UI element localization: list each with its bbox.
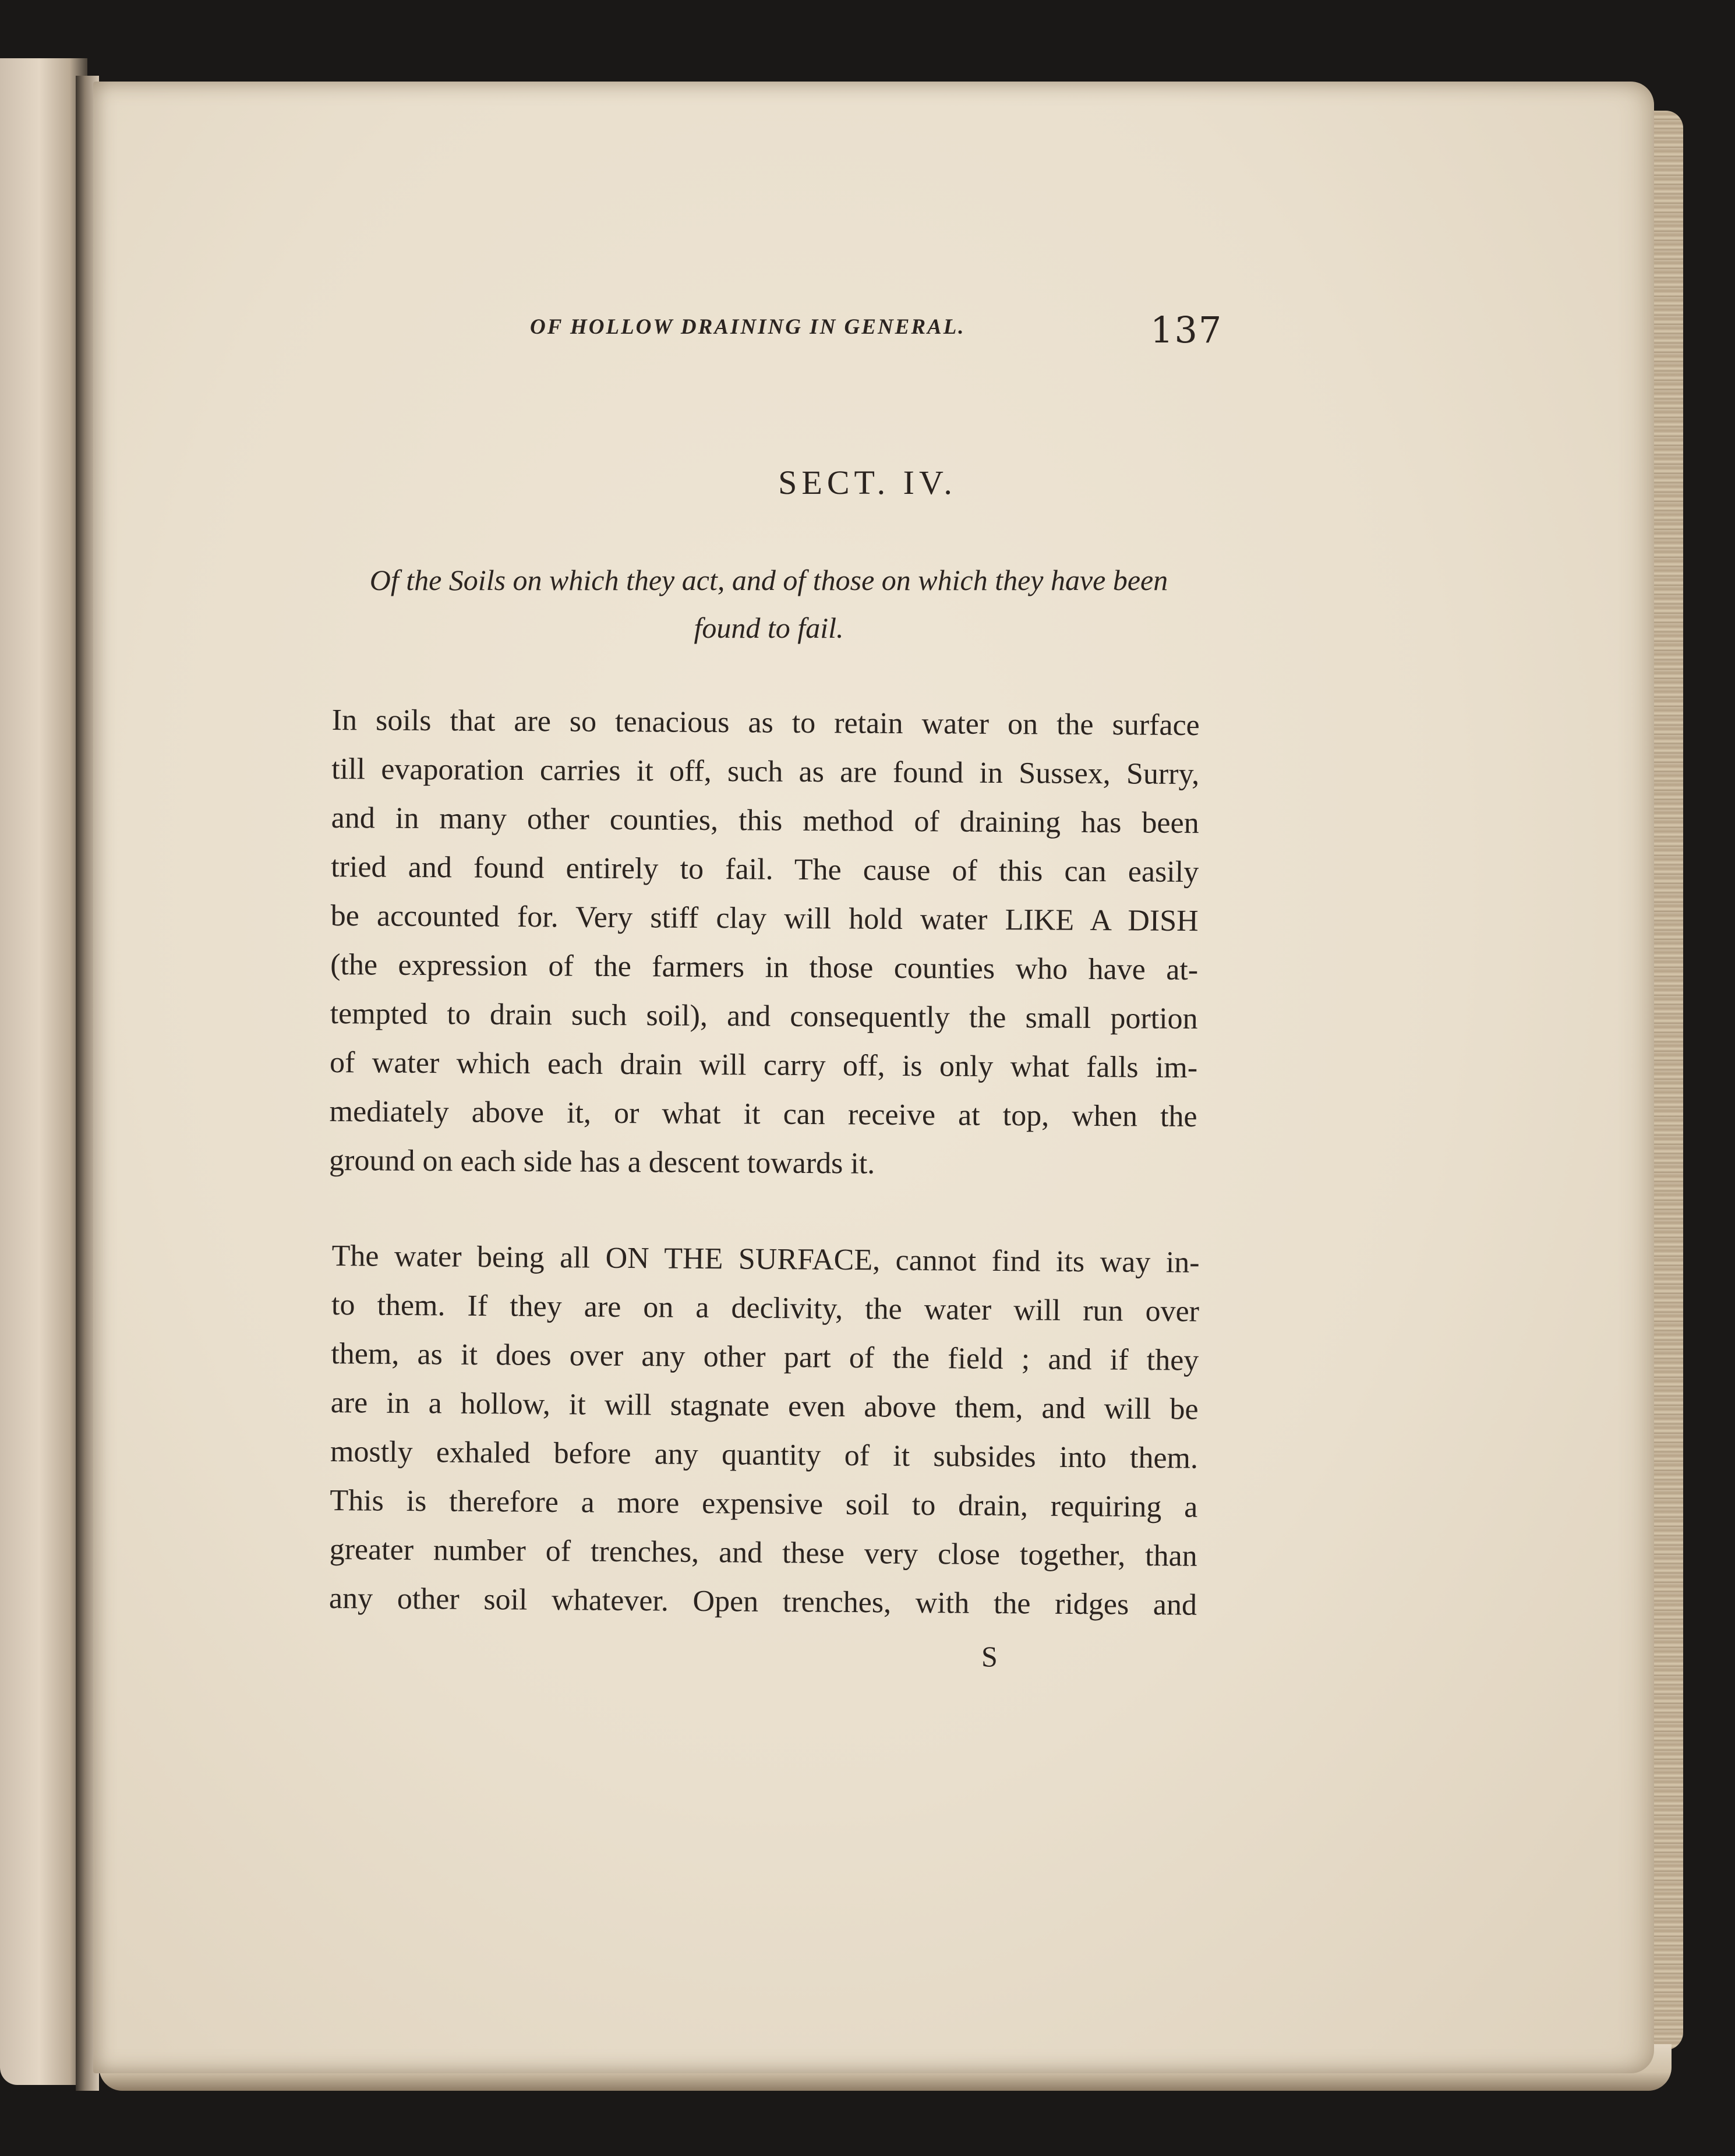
paragraph-1 <box>329 696 1200 1190</box>
text-line: any other soil whatever. Open trenches, with the ridges and <box>328 1581 1197 1622</box>
text-line: ground on each side has a descent towards it. <box>328 1143 875 1181</box>
text-line: to them. If they are on a declivity, the water will run over <box>331 1288 1200 1328</box>
section-subtitle <box>332 556 1206 652</box>
text-line: till evaporation carries it off, such as are found in Sussex, Surry, <box>331 752 1200 791</box>
text-line: tempted to drain such soil), and consequently the small portion <box>330 996 1198 1036</box>
text-line: (the expression of the farmers in those counties who have at- <box>330 948 1199 987</box>
text-line: The water being all ON THE SURFACE, cannot find its way in- <box>331 1239 1200 1280</box>
text-line: This is therefore a more expensive soil to drain, requiring a <box>330 1483 1198 1524</box>
signature-mark: S <box>981 1640 998 1673</box>
text-line: greater number of trenches, and these very close together, than <box>329 1532 1197 1573</box>
text-line: mostly exhaled before any quantity of it subsides into them. <box>330 1434 1199 1475</box>
text-line: mediately above it, or what it can receive at top, when the <box>329 1094 1197 1134</box>
subtitle-line: Of the Soils on which they act, and of those on which they have been <box>369 564 1168 596</box>
text-line: are in a hollow, it will stagnate even above them, and will be <box>330 1386 1199 1426</box>
page-number: 137 <box>1150 309 1223 351</box>
subtitle-line: found to fail. <box>694 612 844 644</box>
text-line: be accounted for. Very stiff clay will hold water LIKE A DISH <box>330 899 1199 938</box>
running-head: OF HOLLOW DRAINING IN GENERAL. <box>530 315 966 339</box>
text-line: and in many other counties, this method of draining has been <box>331 801 1199 840</box>
text-line: tried and found entirely to fail. The cause of this can easily <box>331 850 1199 889</box>
paragraph-2 <box>329 1232 1200 1630</box>
section-title: SECT. IV. <box>778 464 957 501</box>
text-line: In soils that are so tenacious as to retain water on the surface <box>331 703 1200 743</box>
text-line: them, as it does over any other part of the field ; and if they <box>331 1337 1199 1377</box>
text-line: of water which each drain will carry off, is only what falls im- <box>329 1045 1198 1085</box>
facing-page-edge <box>0 58 87 2085</box>
